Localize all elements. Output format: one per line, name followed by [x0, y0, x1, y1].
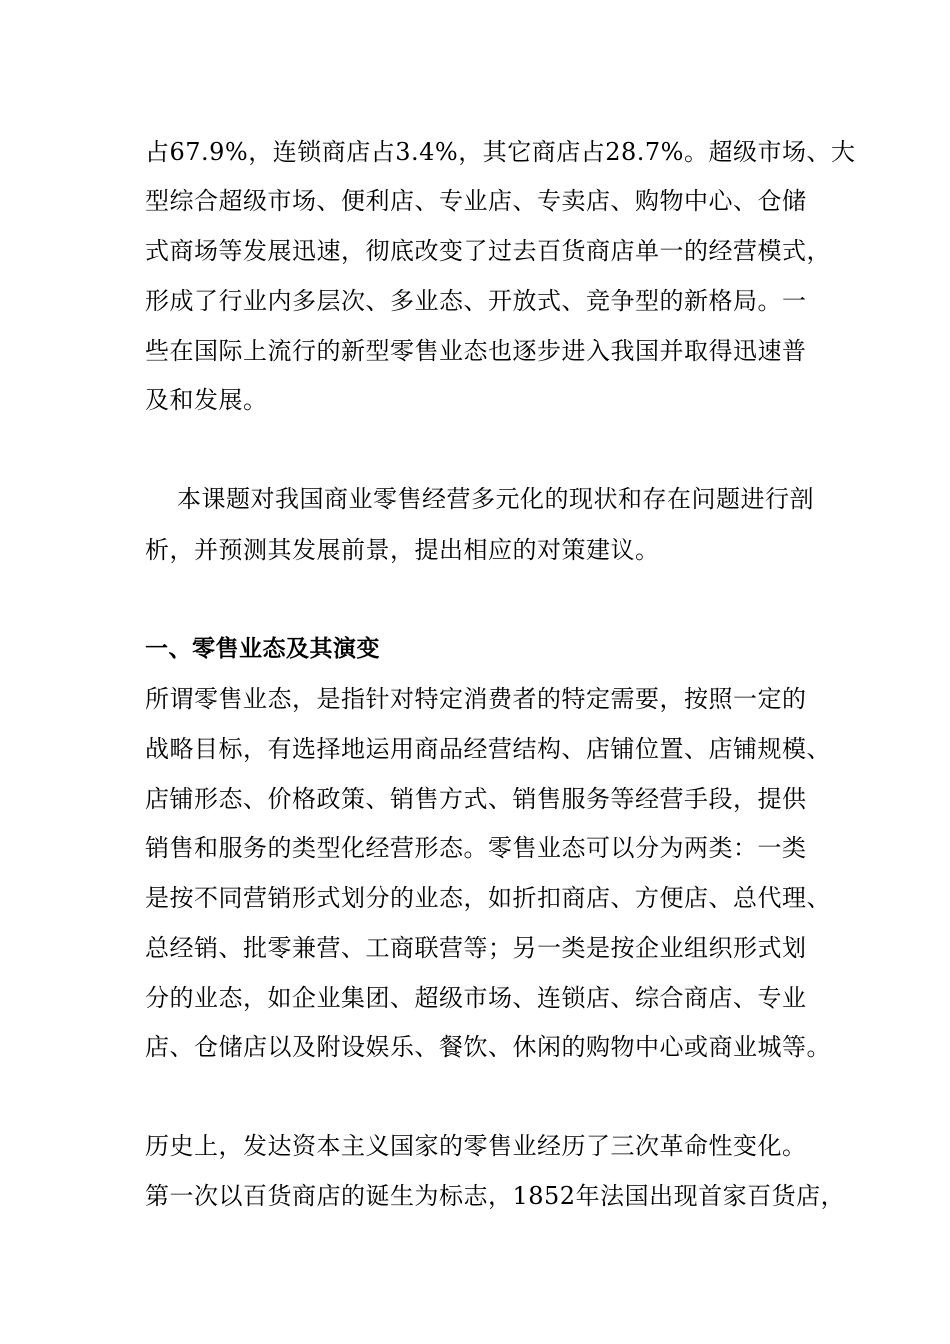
section-heading: 一、零售业态及其演变	[145, 636, 380, 662]
paragraph-line: 式商场等发展迅速，彻底改变了过去百货商店单一的经营模式，	[145, 237, 831, 265]
paragraph-line: 些在国际上流行的新型零售业态也逐步进入我国并取得迅速普	[145, 337, 807, 365]
paragraph-line: 分的业态，如企业集团、超级市场、连锁店、综合商店、专业	[145, 984, 807, 1012]
paragraph-line: 销售和服务的类型化经营形态。零售业态可以分为两类：一类	[145, 834, 807, 862]
paragraph-line: 占67.9%，连锁商店占3.4%，其它商店占28.7%。超级市场、大	[145, 138, 856, 166]
paragraph-line: 所谓零售业态，是指针对特定消费者的特定需要，按照一定的	[145, 685, 807, 713]
paragraph-line: 店、仓储店以及附设娱乐、餐饮、休闲的购物中心或商业城等。	[145, 1033, 831, 1061]
paragraph-line: 析，并预测其发展前景，提出相应的对策建议。	[145, 536, 660, 564]
paragraph-line: 本课题对我国商业零售经营多元化的现状和存在问题进行剖	[177, 485, 814, 513]
paragraph-line: 历史上，发达资本主义国家的零售业经历了三次革命性变化。	[145, 1132, 807, 1160]
paragraph-line: 形成了行业内多层次、多业态、开放式、竞争型的新格局。一	[145, 287, 807, 315]
paragraph-line: 战略目标，有选择地运用商品经营结构、店铺位置、店铺规模、	[145, 735, 831, 763]
paragraph-line: 第一次以百货商店的诞生为标志，1852年法国出现首家百货店，	[145, 1182, 846, 1210]
paragraph-line: 总经销、批零兼营、工商联营等；另一类是按企业组织形式划	[145, 934, 807, 962]
paragraph-line: 店铺形态、价格政策、销售方式、销售服务等经营手段，提供	[145, 785, 807, 813]
paragraph-line: 型综合超级市场、便利店、专业店、专卖店、购物中心、仓储	[145, 187, 807, 215]
paragraph-line: 是按不同营销形式划分的业态，如折扣商店、方便店、总代理、	[145, 884, 831, 912]
paragraph-line: 及和发展。	[145, 386, 268, 414]
